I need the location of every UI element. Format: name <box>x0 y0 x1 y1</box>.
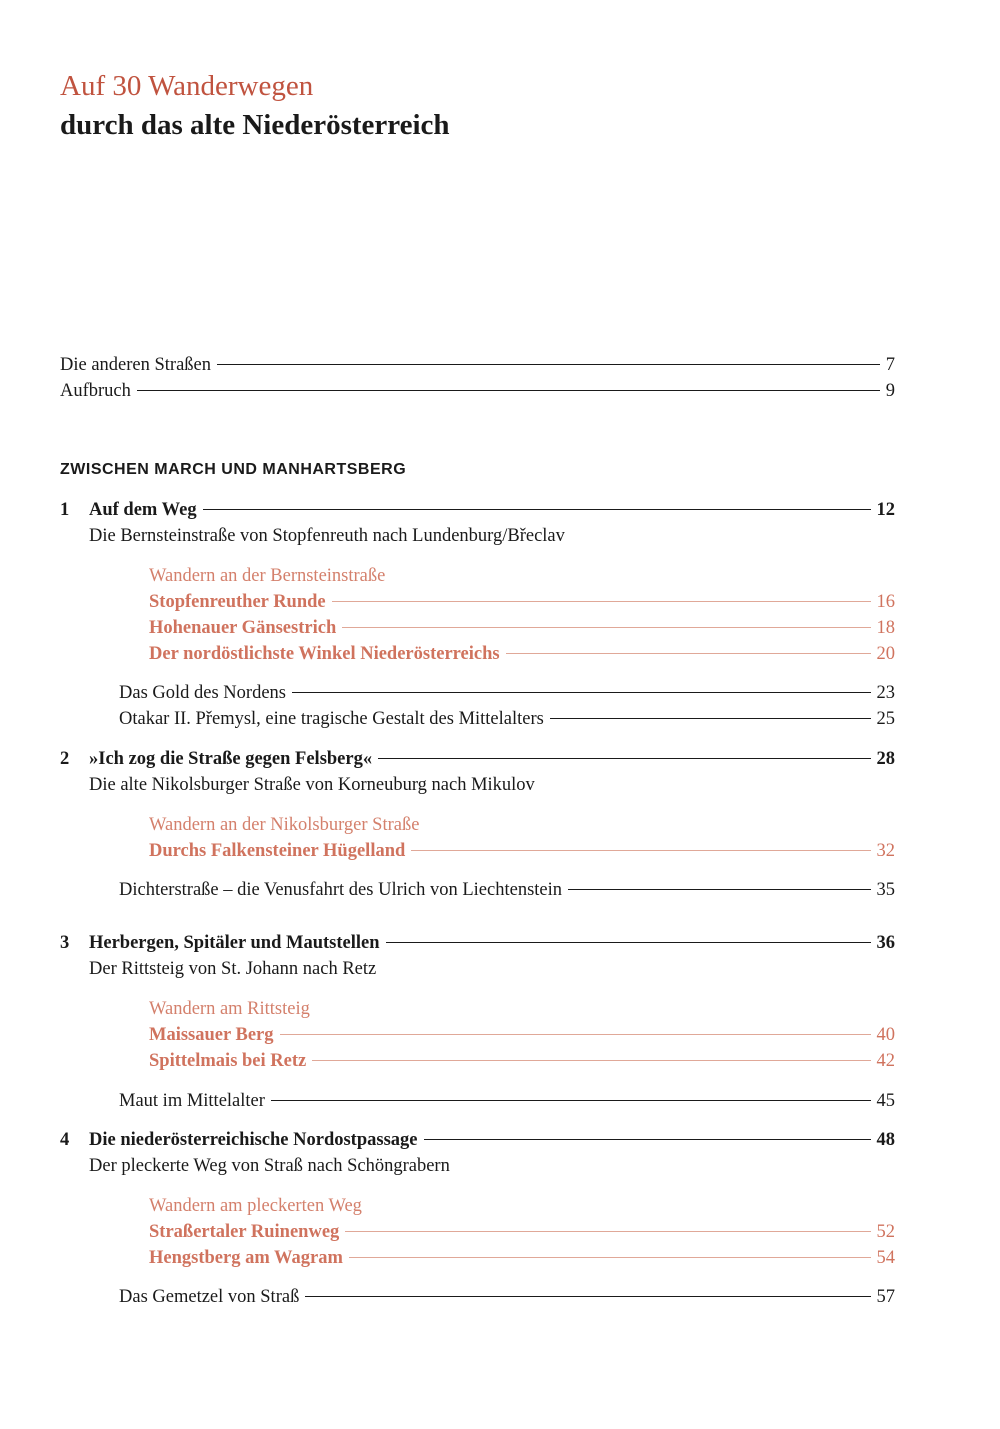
leader-line <box>332 601 871 602</box>
toc-walk-entry[interactable] <box>149 644 895 670</box>
chapter-number: 1 <box>60 500 70 520</box>
walks-heading: Wandern am pleckerten Weg <box>149 1196 362 1216</box>
toc-page-number: 35 <box>876 880 895 900</box>
leader-line <box>305 1296 870 1297</box>
leader-line <box>424 1139 871 1140</box>
book-title-line2: durch das alte Niederösterreich <box>60 109 450 141</box>
leader-line <box>568 889 870 890</box>
toc-page-number: 52 <box>876 1222 895 1242</box>
toc-page-number: 7 <box>885 355 895 375</box>
leader-line <box>506 653 871 654</box>
chapter-title: Auf dem Weg <box>89 500 197 520</box>
chapter-subtitle: Der pleckerte Weg von Straß nach Schöngrabern <box>89 1156 450 1176</box>
toc-extra-entry[interactable] <box>119 683 895 709</box>
leader-line <box>349 1257 871 1258</box>
toc-entry-label: Die anderen Straßen <box>60 355 212 375</box>
section-heading: ZWISCHEN MARCH UND MANHARTSBERG <box>60 461 407 478</box>
chapter-title: »Ich zog die Straße gegen Felsberg« <box>89 749 373 769</box>
leader-line <box>342 627 870 628</box>
toc-walk-entry[interactable] <box>149 841 895 867</box>
toc-page-number: 25 <box>876 709 895 729</box>
toc-entry-label: Aufbruch <box>60 381 131 401</box>
toc-chapter-4[interactable] <box>60 1130 895 1156</box>
leader-line <box>312 1060 870 1061</box>
toc-entry-intro-2[interactable] <box>60 381 895 407</box>
leader-line <box>280 1034 871 1035</box>
toc-entry-intro-1[interactable] <box>60 355 895 381</box>
walk-title: Durchs Falkensteiner Hügelland <box>149 841 406 861</box>
walks-heading: Wandern am Rittsteig <box>149 999 310 1019</box>
walk-title: Straßertaler Ruinenweg <box>149 1222 340 1242</box>
chapter-title: Die niederösterreichische Nordostpassage <box>89 1130 418 1150</box>
chapter-number: 3 <box>60 933 70 953</box>
leader-line <box>386 942 871 943</box>
chapter-number: 4 <box>60 1130 70 1150</box>
toc-walk-entry[interactable] <box>149 1222 895 1248</box>
walk-title: Hengstberg am Wagram <box>149 1248 343 1268</box>
walks-heading: Wandern an der Nikolsburger Straße <box>149 815 420 835</box>
leader-line <box>203 509 871 510</box>
toc-page-number: 57 <box>876 1287 895 1307</box>
walk-title: Stopfenreuther Runde <box>149 592 326 612</box>
chapter-subtitle: Die alte Nikolsburger Straße von Korneuburg nach Mikulov <box>89 775 535 795</box>
toc-chapter-1[interactable] <box>60 500 895 526</box>
chapter-subtitle: Der Rittsteig von St. Johann nach Retz <box>89 959 377 979</box>
toc-page-number: 48 <box>876 1130 895 1150</box>
toc-page-number: 28 <box>876 749 895 769</box>
walk-title: Der nordöstlichste Winkel Niederösterreichs <box>149 644 500 664</box>
toc-walk-entry[interactable] <box>149 1248 895 1274</box>
toc-extra-entry[interactable] <box>119 1091 895 1117</box>
book-title-line1: Auf 30 Wanderwegen <box>60 70 314 102</box>
extra-title: Maut im Mittelalter <box>119 1091 265 1111</box>
walk-title: Spittelmais bei Retz <box>149 1051 307 1071</box>
toc-walk-entry[interactable] <box>149 618 895 644</box>
toc-page-number: 45 <box>876 1091 895 1111</box>
toc-extra-entry[interactable] <box>119 880 895 906</box>
leader-line <box>217 364 880 365</box>
chapter-title: Herbergen, Spitäler und Mautstellen <box>89 933 380 953</box>
leader-line <box>292 692 871 693</box>
leader-line <box>137 390 880 391</box>
toc-page-number: 20 <box>876 644 895 664</box>
toc-walk-entry[interactable] <box>149 1025 895 1051</box>
toc-page-number: 9 <box>885 381 895 401</box>
toc-page-number: 16 <box>876 592 895 612</box>
walk-title: Maissauer Berg <box>149 1025 274 1045</box>
leader-line <box>411 850 870 851</box>
toc-page-number: 18 <box>876 618 895 638</box>
leader-line <box>271 1100 871 1101</box>
toc-page-number: 42 <box>876 1051 895 1071</box>
toc-extra-entry[interactable] <box>119 1287 895 1313</box>
toc-page-number: 40 <box>876 1025 895 1045</box>
toc-walk-entry[interactable] <box>149 592 895 618</box>
toc-extra-entry[interactable] <box>119 709 895 735</box>
toc-chapter-2[interactable] <box>60 749 895 775</box>
chapter-number: 2 <box>60 749 70 769</box>
toc-page-number: 54 <box>876 1248 895 1268</box>
toc-page-number: 12 <box>876 500 895 520</box>
extra-title: Das Gold des Nordens <box>119 683 286 703</box>
extra-title: Otakar II. Přemysl, eine tragische Gestalt des Mittelalters <box>119 709 544 729</box>
toc-page-number: 23 <box>876 683 895 703</box>
leader-line <box>378 758 870 759</box>
leader-line <box>345 1231 870 1232</box>
toc-page-number: 32 <box>876 841 895 861</box>
leader-line <box>550 718 871 719</box>
extra-title: Das Gemetzel von Straß <box>119 1287 300 1307</box>
walks-heading: Wandern an der Bernsteinstraße <box>149 566 386 586</box>
walk-title: Hohenauer Gänsestrich <box>149 618 337 638</box>
toc-page-number: 36 <box>876 933 895 953</box>
chapter-subtitle: Die Bernsteinstraße von Stopfenreuth nach Lundenburg/Břeclav <box>89 526 565 546</box>
extra-title: Dichterstraße – die Venusfahrt des Ulrich von Liechtenstein <box>119 880 563 900</box>
toc-chapter-3[interactable] <box>60 933 895 959</box>
toc-walk-entry[interactable] <box>149 1051 895 1077</box>
